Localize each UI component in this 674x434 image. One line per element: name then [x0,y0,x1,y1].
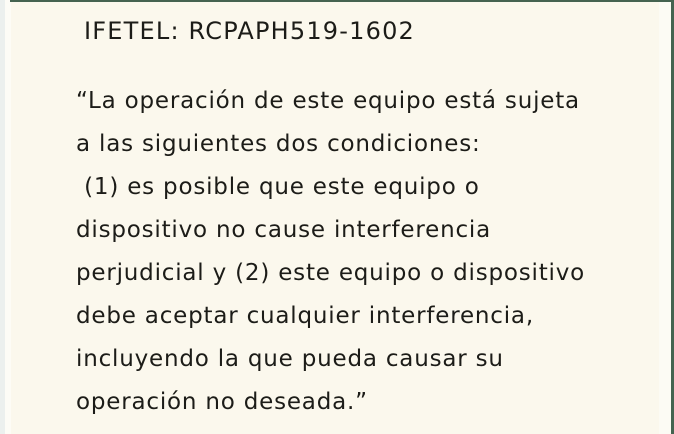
right-margin-strip [659,0,671,434]
quote-line-8: operación no deseada.” [76,389,368,415]
quote-line-7: incluyendo la que pueda causar su [76,346,504,372]
quote-line-3: (1) es posible que este equipo o [76,174,480,200]
quote-line-2: a las siguientes dos condiciones: [76,131,481,157]
window-border-top [10,0,674,2]
certification-title: IFETEL: RCPAPH519-1602 [84,17,416,45]
quote-line-6: debe aceptar cualquier interferencia, [76,303,534,329]
regulatory-notice-paragraph [76,80,585,424]
quote-line-1: “La operación de este equipo está sujeta [76,88,580,114]
left-margin-inner-strip [5,0,11,434]
quote-line-4: dispositivo no cause interferencia [76,217,491,243]
quote-line-5: perjudicial y (2) este equipo o dispositivo [76,260,586,286]
